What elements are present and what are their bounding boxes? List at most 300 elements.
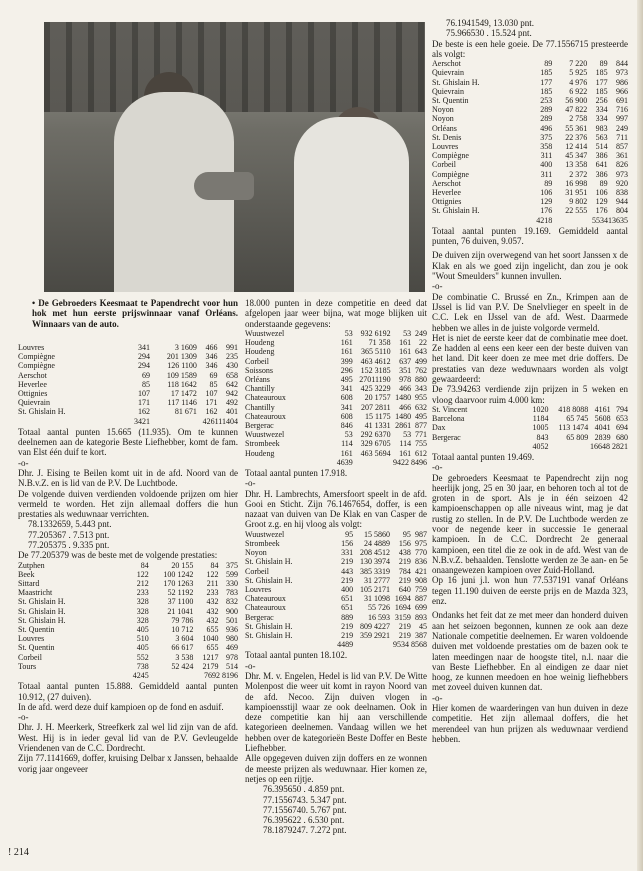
table-cell-value: 69	[141, 370, 150, 380]
table-cell-value: 185	[540, 86, 553, 96]
table-cell-value: 1694	[394, 603, 411, 613]
table-cell-value: 755	[415, 439, 427, 449]
table-cell-value: 89	[599, 59, 608, 69]
table-total: 4489	[337, 640, 354, 650]
table-row	[245, 548, 427, 557]
table-cell-value: 45	[419, 621, 427, 631]
table-cell-value: 65 745	[566, 414, 589, 424]
paragraph: 18.000 punten in deze competitie en deed dat afgelopen jaar weer bijna, wat moge blijken uit onderstaande gegevens:	[245, 298, 427, 329]
table-cell-value: 107	[205, 388, 218, 398]
table-cell-value: 887	[415, 594, 427, 604]
table-total: 9534 8568	[393, 640, 427, 650]
table-cell-location: Sittard	[18, 578, 40, 588]
table-cell-value: 170 1263	[163, 578, 194, 588]
table-cell-value: 16 998	[565, 178, 588, 188]
table-cell-value: 289	[540, 114, 553, 124]
results-table	[245, 329, 427, 467]
table-cell	[432, 442, 526, 451]
paragraph: Dhr. J. H. Meerkerk, Streefkerk zal wel lid zijn van de afd. West. Hij is in ieder geval lid van de P.V. Gevleugelde Vriendenen van de C.C. Dordrecht.	[18, 722, 238, 753]
table-cell-value: 832	[226, 597, 238, 607]
table-row	[432, 78, 628, 87]
table-cell-value: 771	[415, 430, 427, 440]
photo-caption: • De Gebroeders Keesmaat te Papendrecht voor hun hok met hun eerste prijswinnaar vanaf Orléans. Winnaars van de auto.	[32, 298, 238, 329]
table-row	[432, 124, 628, 133]
table-total-row	[245, 458, 427, 467]
table-cell-value: 12 414	[565, 142, 588, 152]
table-cell-value: 653	[616, 414, 628, 424]
table-cell-location: St. Ghislain H.	[245, 621, 293, 631]
table-cell-value: 185	[595, 68, 608, 78]
table-cell-value: 932 6192	[360, 328, 391, 338]
table-cell-value: 22	[419, 338, 427, 348]
table-cell-value: 69	[209, 370, 218, 380]
table-cell-location: St. Ghislain H.	[245, 630, 293, 640]
table-cell-value: 89	[544, 178, 553, 188]
table-cell-value: 233	[206, 588, 219, 598]
table-cell-value: 329 6705	[360, 439, 391, 449]
table-row	[432, 433, 628, 442]
table-cell-value: 71 358	[368, 338, 391, 348]
table-cell-value: 185	[540, 68, 553, 78]
table-cell-value: 81 671	[174, 407, 197, 417]
table-cell-value: 794	[616, 404, 628, 414]
table-row	[432, 59, 628, 68]
table-row	[18, 588, 238, 597]
table-cell-value: 152 3185	[360, 365, 391, 375]
table-cell-value: 400	[341, 584, 354, 594]
table-row	[245, 329, 427, 338]
table-row	[432, 96, 628, 105]
table-cell-value: 334	[595, 114, 608, 124]
table-cell-value: 106	[540, 188, 553, 198]
table-total: 4245	[132, 671, 149, 681]
table-cell-location: Houdeng	[245, 347, 275, 357]
table-row	[245, 421, 427, 430]
results-table	[432, 405, 628, 451]
table-cell-location: Chateauroux	[245, 411, 286, 421]
table-cell-location: Louvres	[245, 584, 272, 594]
table-cell-value: 762	[415, 365, 427, 375]
table-row	[245, 403, 427, 412]
table-cell-value: 219	[341, 557, 354, 567]
table-cell-value: 122	[136, 569, 149, 579]
table-cell-value: 405	[136, 643, 149, 653]
table-cell-location: Strombeek	[245, 439, 280, 449]
table-cell-value: 56 900	[565, 96, 588, 105]
table-cell-value: 129	[540, 197, 553, 207]
table-cell-value: 84	[140, 560, 149, 570]
table-cell-value: 219	[341, 630, 354, 640]
table-cell-location: St. Quentin	[432, 96, 469, 105]
table-cell-location: St. Vincent	[432, 404, 468, 414]
table-cell-value: 311	[540, 151, 553, 161]
results-table	[18, 561, 238, 681]
table-cell-value: 514	[226, 661, 238, 671]
table-row	[432, 188, 628, 197]
table-cell-value: 207 2811	[360, 402, 391, 412]
table-cell-value: 880	[415, 374, 427, 384]
table-cell-value: 466	[205, 342, 218, 352]
table-cell-location: Compiègne	[18, 361, 55, 371]
table-total: 3421	[133, 416, 150, 426]
table-cell-value: 219	[398, 630, 411, 640]
table-cell-value: 343	[415, 384, 427, 394]
table-cell-location: St. Ghislain H.	[432, 206, 480, 216]
table-cell-location: Bergerac	[245, 420, 274, 430]
table-cell-value: 563	[595, 132, 608, 142]
table-cell-value: 400	[540, 160, 553, 170]
table-cell-location: Beek	[18, 569, 35, 579]
table-row	[245, 449, 427, 458]
table-cell-value: 176	[595, 206, 608, 216]
table-row	[432, 405, 628, 414]
paragraph: Totaal aantal punten 19.469.	[432, 451, 535, 462]
column-3	[432, 18, 628, 744]
table-cell-location: St. Denis	[432, 132, 462, 142]
table-cell-value: 826	[616, 160, 628, 170]
table-cell-value: 643	[415, 347, 427, 357]
table-cell-value: 233	[136, 588, 149, 598]
table-row	[18, 579, 238, 588]
table-cell-value: 17 1472	[170, 388, 197, 398]
table-total: 16648 2821	[590, 441, 628, 451]
paragraph: Hier komen de waarderingen van hun duiven in deze competitie. Het zijn allemaal doffers, die het merendeel van hun prijzen als weduwnaar verdiend hebben.	[432, 703, 628, 744]
table-cell-location: Wuustwezel	[245, 430, 285, 440]
list-item: 77.205367 . 7.513 pnt.	[28, 529, 110, 540]
table-cell-value: 109 1589	[166, 370, 197, 380]
table-cell-location: St. Ghislain H.	[245, 575, 293, 585]
table-cell-location: Houdeng	[245, 448, 275, 458]
table-cell-value: 986	[616, 77, 628, 87]
table-cell-value: 27011190	[359, 374, 391, 384]
table-cell-location: Compiègne	[432, 169, 469, 179]
paragraph: Dhr. H. Lambrechts, Amersfoort speelt in de afd. Gooi en Sticht. Zijn 76.1467654, doffer, is een nazaat van duiven van De Klak en van Casper de Groot z.g. en hij vloog als volgt:	[245, 488, 427, 530]
table-row	[245, 366, 427, 375]
table-row	[245, 530, 427, 539]
table-cell-value: 552	[136, 652, 149, 662]
table-row	[18, 371, 238, 380]
table-cell-value: 438	[398, 548, 411, 558]
table-cell-location: Aerschot	[432, 59, 461, 69]
table-cell-value: 599	[226, 569, 238, 579]
table-cell-value: 289	[540, 105, 553, 115]
page-edge	[637, 0, 643, 871]
table-cell-value: 942	[226, 388, 238, 398]
table-cell-value: 171	[205, 398, 218, 408]
table-cell-value: 219	[398, 557, 411, 567]
table-cell-value: 612	[415, 448, 427, 458]
table-row	[245, 613, 427, 622]
table-cell-value: 95	[345, 529, 354, 539]
table-cell-value: 492	[226, 398, 238, 408]
table-cell-value: 759	[415, 584, 427, 594]
table-cell-location: Wuustwezel	[245, 529, 285, 539]
table-row	[18, 634, 238, 643]
table-cell-value: 208 4512	[360, 548, 391, 558]
table-cell-value: 253	[540, 96, 553, 105]
table-cell-location: Chateauroux	[245, 594, 286, 604]
table-cell-location: Chateauroux	[245, 603, 286, 613]
table-cell-value: 3 1609	[174, 342, 197, 352]
table-cell-value: 52 424	[171, 661, 194, 671]
table-row	[245, 622, 427, 631]
table-cell-value: 401	[226, 407, 238, 417]
table-cell-value: 495	[415, 411, 427, 421]
table-row	[245, 347, 427, 356]
table-cell-location: St. Ghislain H.	[18, 606, 66, 616]
table-cell-value: 256	[595, 96, 608, 105]
table-cell-location: Louvres	[18, 342, 45, 352]
table-cell-value: 920	[616, 178, 628, 188]
table-cell-value: 311	[540, 169, 553, 179]
table-cell-value: 1217	[202, 652, 219, 662]
table-cell-value: 334	[595, 105, 608, 115]
table-cell-value: 983	[595, 123, 608, 133]
table-cell-value: 130 3974	[360, 557, 391, 567]
table-cell-value: 346	[205, 361, 218, 371]
table-cell-value: 341	[340, 402, 353, 412]
table-cell-location: Tours	[18, 661, 37, 671]
table-cell-value: 126 1100	[167, 361, 197, 371]
table-cell-location: Corbeil	[245, 356, 269, 366]
results-table	[432, 59, 628, 225]
table-cell-value: 31 2777	[364, 575, 391, 585]
list-item: 77.205375 . 9.335 pnt.	[28, 539, 110, 550]
table-cell-value: 1040	[202, 634, 219, 644]
results-table	[18, 343, 238, 426]
table-row	[18, 607, 238, 616]
table-cell-value: 421	[415, 566, 427, 576]
table-cell-value: 358	[540, 142, 553, 152]
table-cell-value: 809 4227	[360, 621, 391, 631]
table-total-row	[432, 216, 628, 225]
column-2	[245, 298, 427, 836]
table-cell-value: 5608	[594, 414, 611, 424]
table-row	[245, 357, 427, 366]
table-total-row	[18, 417, 238, 426]
table-cell-value: 31 1098	[364, 594, 391, 604]
table-cell-value: 22 555	[565, 206, 588, 216]
table-total-row	[432, 442, 628, 451]
table-cell-value: 510	[136, 634, 149, 644]
table-row	[245, 594, 427, 603]
table-row	[18, 352, 238, 361]
score-list	[432, 18, 628, 39]
table-cell-value: 608	[340, 393, 353, 403]
table-cell-value: 296	[340, 365, 353, 375]
table-cell-value: 15 1175	[364, 411, 391, 421]
table-cell-location: St. Ghislain H.	[432, 77, 480, 87]
table-cell-value: 219	[341, 621, 354, 631]
table-cell-value: 496	[540, 123, 553, 133]
table-cell-value: 85	[209, 379, 218, 389]
paragraph: De combinatie C. Brussé en Zn., Krimpen aan de IJssel is lid van P.V. De Snelvlieger en speelt in de C.C. Lek en IJssel van de afd. West. Daarmede hebben we alles in de juiste volgorde vermeld.	[432, 291, 628, 333]
table-cell-value: 331	[341, 548, 354, 558]
table-cell-value: 41 1331	[364, 420, 391, 430]
table-cell-value: 85	[141, 379, 150, 389]
table-row	[245, 384, 427, 393]
table-cell-location: Chantilly	[245, 402, 275, 412]
table-cell-value: 386	[595, 151, 608, 161]
table-cell-value: 432	[206, 597, 219, 607]
table-cell-value: 608	[340, 411, 353, 421]
paragraph: De volgende duiven verdienden voldoende prijzen om hier vermeld te worden. Het zijn allemaal doffers die hun prestaties als weduwnaar verrichten.	[18, 488, 238, 520]
table-row	[432, 151, 628, 160]
table-total: 7692 8196	[204, 671, 238, 681]
table-cell-value: 13 358	[565, 160, 588, 170]
separator: -o-	[18, 457, 29, 468]
table-cell-value: 495	[340, 374, 353, 384]
table-cell-location: Ottignies	[18, 388, 48, 398]
paragraph: Alle opgegeven duiven zijn doffers en ze wonnen de meeste prijzen als weduwnaar. Hier komen ze, netjes op een rijtje.	[245, 753, 427, 784]
table-cell-value: 161	[340, 338, 353, 348]
table-row	[432, 114, 628, 123]
table-row	[18, 389, 238, 398]
table-cell-location: Barcelona	[432, 414, 465, 424]
table-cell-value: 212	[136, 578, 149, 588]
table-cell-value: 359 2921	[360, 630, 391, 640]
table-cell-value: 294	[137, 352, 150, 362]
table-cell-value: 387	[415, 630, 427, 640]
table-cell-value: 89	[544, 59, 553, 69]
table-cell-value: 375	[540, 132, 553, 142]
separator: -o-	[432, 281, 443, 292]
table-row	[432, 105, 628, 114]
table-cell-value: 177	[540, 77, 553, 87]
table-cell-value: 328	[136, 606, 149, 616]
table-cell-location: Orléans	[245, 374, 270, 384]
table-cell-value: 161	[399, 347, 412, 357]
table-cell-value: 15 5860	[364, 529, 391, 539]
table-row	[18, 407, 238, 416]
paragraph: Totaal aantal punten 17.918.	[245, 467, 348, 478]
table-cell-value: 784	[398, 566, 411, 576]
list-item: 78.1879247. 7.272 pnt.	[263, 825, 347, 836]
list-item: 75.966530 . 15.524 pnt.	[446, 28, 532, 39]
table-row	[18, 561, 238, 570]
table-cell-value: 973	[616, 169, 628, 179]
table-cell-value: 716	[616, 105, 628, 115]
table-cell-value: 53	[403, 328, 412, 338]
table-total-row	[245, 640, 427, 649]
table-cell-location: Quievrain	[432, 68, 464, 78]
table-cell-location: Noyon	[245, 548, 267, 558]
table-cell-location: Heverlee	[432, 188, 461, 198]
paragraph: Het is niet de eerste keer dat de combinatie mee doet. Ze hadden al eens een keer een der beste duiven van het land. Dit keer doen ze mee met drie doffers. De prestaties van deze weduwnaars worden als volgt gewaardeerd:	[432, 332, 628, 384]
table-cell-value: 466	[399, 384, 412, 394]
table-cell-value: 22 376	[565, 132, 588, 142]
table-cell-value: 680	[616, 432, 628, 442]
separator: -o-	[245, 660, 256, 671]
table-cell-location: St. Ghislain H.	[245, 557, 293, 567]
table-cell-value: 161	[340, 347, 353, 357]
table-row	[245, 338, 427, 347]
table-cell-value: 55 726	[368, 603, 391, 613]
table-cell-value: 991	[226, 342, 238, 352]
table-total: 4052	[532, 441, 549, 451]
table-cell-value: 201 1309	[166, 352, 197, 362]
table-row	[245, 576, 427, 585]
table-cell-value: 89	[599, 178, 608, 188]
table-cell-location: St. Quentin	[18, 643, 55, 653]
table-cell-location: Bergerac	[245, 612, 274, 622]
table-cell-value: 21 1041	[167, 606, 194, 616]
list-item: 78.1332659, 5.443 pnt.	[28, 519, 112, 530]
table-cell-value: 2179	[202, 661, 219, 671]
table-cell-value: 365 5110	[360, 347, 391, 357]
table-cell-value: 211	[206, 578, 219, 588]
table-cell-value: 53	[403, 430, 412, 440]
table-cell-location: Zutphen	[18, 560, 45, 570]
list-item: 76.395622 . 6.530 pnt.	[263, 815, 345, 826]
table-row	[432, 160, 628, 169]
table-row	[18, 361, 238, 370]
table-cell-value: 4 976	[569, 77, 588, 87]
table-cell-value: 328	[136, 597, 149, 607]
table-cell-value: 114	[399, 439, 412, 449]
table-cell-location: Corbeil	[432, 160, 456, 170]
table-row	[245, 557, 427, 566]
table-row	[432, 414, 628, 423]
table-cell-value: 2 372	[569, 169, 588, 179]
photo-pigeon	[194, 172, 254, 200]
table-cell-value: 107	[137, 388, 150, 398]
table-cell-location: Compiègne	[18, 352, 55, 362]
table-cell-location: Wuustwezel	[245, 328, 285, 338]
table-total: 4639	[336, 457, 353, 467]
table-cell-value: 694	[616, 423, 628, 433]
table-cell-value: 5 925	[569, 68, 588, 78]
table-cell-value: 106	[595, 188, 608, 198]
table-row	[245, 439, 427, 448]
table-cell-value: 346	[205, 352, 218, 362]
table-cell-value: 399	[340, 356, 353, 366]
table-row	[245, 412, 427, 421]
table-cell-value: 156	[341, 538, 354, 548]
table-cell-value: 105 2171	[360, 584, 391, 594]
table-row	[245, 430, 427, 439]
table-cell-value: 53	[344, 430, 353, 440]
table-cell-value: 84	[210, 560, 219, 570]
table-cell-value: 177	[595, 77, 608, 87]
table-cell-value: 1480	[395, 393, 412, 403]
table-cell-value: 857	[616, 142, 628, 152]
paragraph: Totaal aantal punten 19.169. Gemiddeld aantal punten, 76 duiven, 9.057.	[432, 225, 628, 247]
paragraph: De beste is een hele goeie. De 77.1556715 presteerde als volgt:	[432, 38, 628, 59]
table-cell-value: 783	[226, 588, 238, 598]
separator: -o-	[432, 462, 443, 473]
table-row	[18, 653, 238, 662]
table-cell-location: Quievrain	[18, 398, 50, 408]
paragraph: Totaal aantal punten 15.888. Gemiddeld aantal punten 10.912, (27 duiven).	[18, 681, 238, 702]
table-cell-value: 955	[415, 393, 427, 403]
table-cell	[245, 458, 332, 467]
table-cell-value: 47 822	[565, 105, 588, 115]
table-cell-value: 443	[341, 566, 354, 576]
table-row	[18, 616, 238, 625]
table-row	[432, 133, 628, 142]
table-cell-value: 2861	[395, 420, 412, 430]
paragraph: De 77.205379 was de beste met de volgende prestaties:	[18, 550, 218, 561]
table-cell-value: 2 758	[569, 114, 588, 124]
paragraph: In de afd. werd deze duif kampioen op de fond en asduif.	[18, 701, 224, 712]
table-cell-value: 466	[399, 402, 412, 412]
table-cell-value: 655	[206, 625, 219, 634]
table-cell-location: Noyon	[432, 105, 454, 115]
table-cell-value: 900	[226, 606, 238, 616]
table-row	[18, 597, 238, 606]
table-cell-value: 52 1192	[167, 588, 194, 598]
